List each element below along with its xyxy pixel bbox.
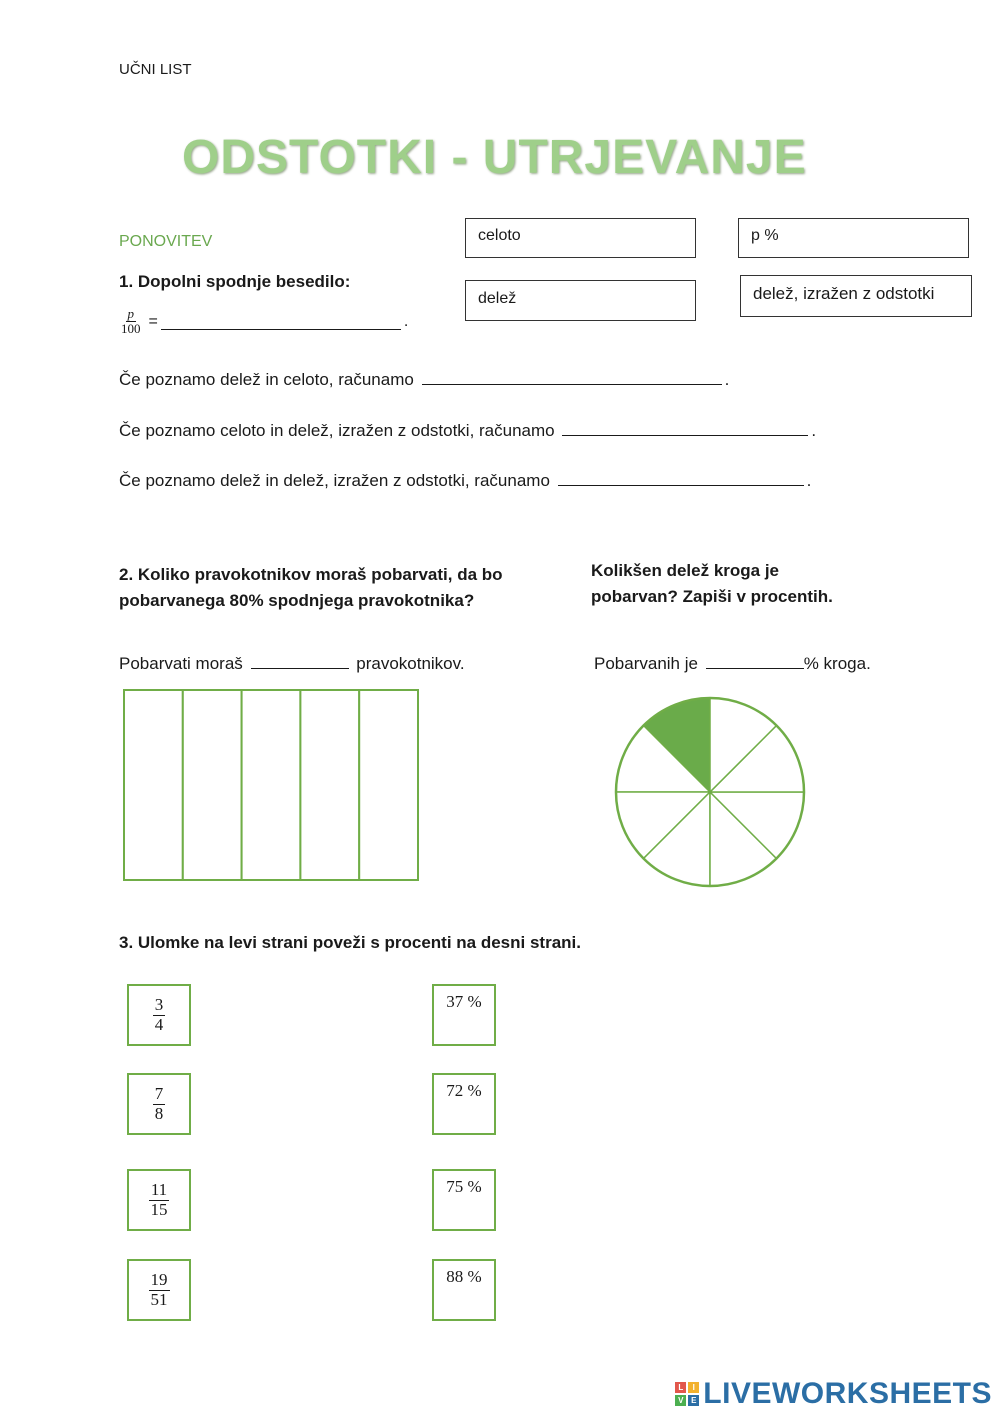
percent-box[interactable]: 72 % xyxy=(432,1073,496,1135)
logo-mark-letter: V xyxy=(675,1395,686,1406)
fraction-denominator: 51 xyxy=(150,1289,168,1309)
sentence-row xyxy=(119,471,811,491)
task2-answer-suffix: pravokotnikov. xyxy=(356,654,465,673)
fraction xyxy=(153,1085,166,1123)
logo-mark-letter: E xyxy=(688,1395,699,1406)
word-bank-item[interactable]: delež, izražen z odstotki xyxy=(740,275,972,317)
task2b-heading xyxy=(591,558,833,610)
sentence-end: . xyxy=(724,370,730,389)
word-bank-item[interactable]: p % xyxy=(738,218,969,258)
logo-text: LIVEWORKSHEETS xyxy=(703,1377,992,1410)
task2-answer-blank[interactable] xyxy=(251,667,349,669)
rectangle-part[interactable] xyxy=(242,690,301,880)
rectangle-part[interactable] xyxy=(124,690,183,880)
rectangle-part[interactable] xyxy=(359,690,418,880)
task2b-heading-line: pobarvan? Zapiši v procentih. xyxy=(591,587,833,606)
fraction-numerator: 19 xyxy=(150,1269,168,1289)
task2b-answer-blank[interactable] xyxy=(706,667,804,669)
task1-heading: 1. Dopolni spodnje besedilo: xyxy=(119,272,351,291)
percent-box[interactable]: 88 % xyxy=(432,1259,496,1321)
fraction-box[interactable] xyxy=(127,1169,191,1231)
sentence-end: . xyxy=(811,421,817,440)
formula-denominator: 100 xyxy=(121,321,141,337)
logo-mark-icon xyxy=(675,1382,699,1406)
formula-line xyxy=(119,307,408,337)
sentence-row xyxy=(119,421,816,441)
task2-heading xyxy=(119,562,503,614)
task2b-answer-suffix: % kroga. xyxy=(803,654,871,673)
fraction-numerator: 3 xyxy=(154,994,164,1014)
fraction-box[interactable] xyxy=(127,1259,191,1321)
sentence-end: . xyxy=(806,471,812,490)
task2b-answer-row xyxy=(594,654,871,674)
formula-end: . xyxy=(403,312,409,330)
liveworksheets-logo xyxy=(675,1377,992,1411)
task2-answer-prefix: Pobarvati moraš xyxy=(119,654,243,673)
rectangle-part[interactable] xyxy=(183,690,242,880)
word-bank-item[interactable]: delež xyxy=(465,280,696,321)
fraction xyxy=(149,1271,170,1309)
formula-numerator: p xyxy=(127,306,134,321)
task3-heading: 3. Ulomke na levi strani poveži s procenti na desni strani. xyxy=(119,933,581,952)
fraction-numerator: 11 xyxy=(150,1179,168,1199)
sentence-text: Če poznamo delež in delež, izražen z odstotki, računamo xyxy=(119,471,550,490)
fraction xyxy=(153,996,166,1034)
sentence-answer-blank[interactable] xyxy=(422,383,722,385)
task2-heading-line: 2. Koliko pravokotnikov moraš pobarvati, da bo xyxy=(119,565,503,584)
sentence-answer-blank[interactable] xyxy=(562,434,808,436)
page-title: ODSTOTKI - UTRJEVANJE xyxy=(182,131,807,184)
percent-box[interactable]: 75 % xyxy=(432,1169,496,1231)
sentence-answer-blank[interactable] xyxy=(558,484,804,486)
percent-box[interactable]: 37 % xyxy=(432,984,496,1046)
worksheet-label: UČNI LIST xyxy=(119,61,192,78)
sentence-text: Če poznamo delež in celoto, računamo xyxy=(119,370,414,389)
fraction-box[interactable] xyxy=(127,1073,191,1135)
task2-heading-line: pobarvanega 80% spodnjega pravokotnika? xyxy=(119,591,475,610)
sentence-row xyxy=(119,370,729,390)
fraction-denominator: 15 xyxy=(150,1199,168,1219)
task2-answer-row xyxy=(119,654,465,674)
fraction xyxy=(149,1181,170,1219)
rectangle-figure xyxy=(118,684,424,886)
task2b-heading-line: Kolikšen delež kroga je xyxy=(591,561,780,580)
fraction-box[interactable] xyxy=(127,984,191,1046)
word-bank-item[interactable]: celoto xyxy=(465,218,696,258)
formula-answer-blank[interactable] xyxy=(161,328,401,330)
formula-fraction xyxy=(119,307,143,337)
task2b-answer-prefix: Pobarvanih je xyxy=(594,654,698,673)
section-label-review: PONOVITEV xyxy=(119,233,213,250)
fraction-denominator: 4 xyxy=(154,1014,164,1034)
logo-mark-letter: I xyxy=(688,1382,699,1393)
circle-figure xyxy=(608,690,812,894)
fraction-numerator: 7 xyxy=(154,1083,164,1103)
rectangle-part[interactable] xyxy=(300,690,359,880)
sentence-text: Če poznamo celoto in delež, izražen z odstotki, računamo xyxy=(119,421,555,440)
logo-mark-letter: L xyxy=(675,1382,686,1393)
fraction-denominator: 8 xyxy=(154,1103,164,1123)
formula-equals: = xyxy=(148,312,158,330)
